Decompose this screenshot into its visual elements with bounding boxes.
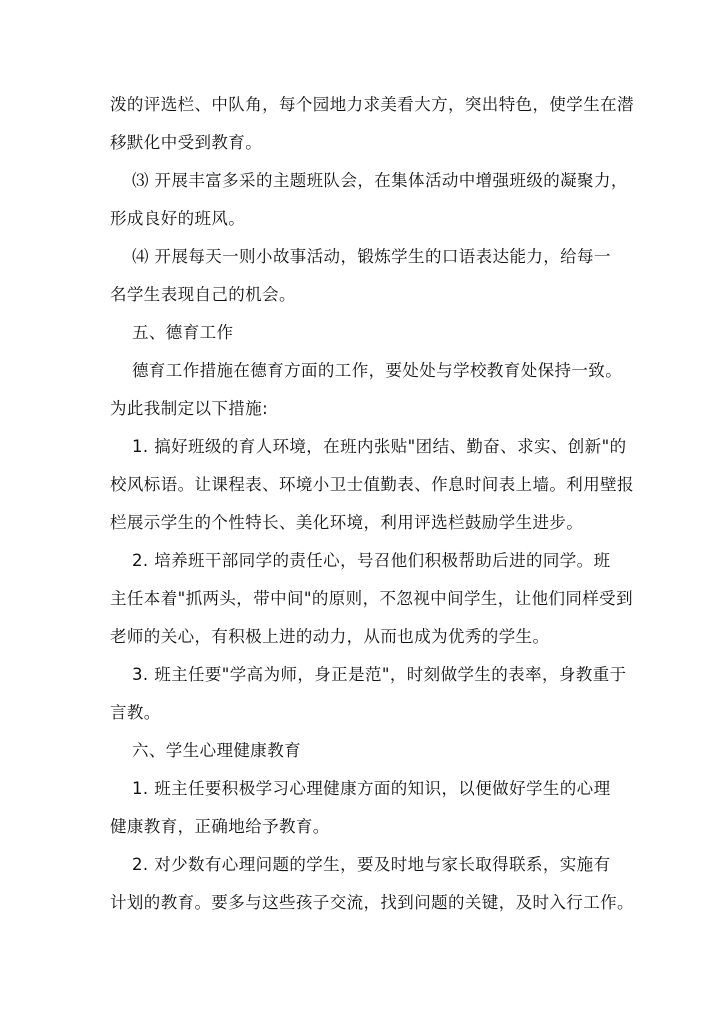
paragraph-line: 言教。 [110, 703, 161, 722]
paragraph-line: 3. 班主任要"学高为师，身正是范"，时刻做学生的表率，身教重于 [132, 665, 627, 684]
document-body [110, 86, 634, 922]
paragraph-line: 名学生表现自己的机会。 [110, 285, 296, 304]
paragraph-line: 德育工作措施在德育方面的工作，要处处与学校教育处保持一致。 [132, 361, 623, 380]
paragraph-line: 形成良好的班风。 [110, 209, 246, 228]
paragraph-line: 移默化中受到教育。 [110, 133, 263, 152]
paragraph-line: 2. 培养班干部同学的责任心，号召他们积极帮助后进的同学。班 [132, 551, 611, 570]
paragraph-line: 栏展示学生的个性特长、美化环境，利用评选栏鼓励学生进步。 [110, 513, 584, 532]
paragraph-line: 健康教育，正确地给予教育。 [110, 817, 330, 836]
section-heading: 五、德育工作 [132, 323, 234, 342]
paragraph-line: 计划的教育。要多与这些孩子交流，找到问题的关键，及时入行工作。 [110, 893, 634, 912]
paragraph-line: 1. 班主任要积极学习心理健康方面的知识，以便做好学生的心理 [132, 779, 611, 798]
paragraph-line: 1. 搞好班级的育人环境，在班内张贴"团结、勤奋、求实、创新"的 [132, 437, 627, 456]
section-heading: 六、学生心理健康教育 [132, 741, 301, 760]
paragraph-line: ⑶ 开展丰富多采的主题班队会，在集体活动中增强班级的凝聚力， [132, 171, 628, 190]
paragraph-line: 校风标语。让课程表、环境小卫士值勤表、作息时间表上墙。利用壁报 [110, 475, 634, 494]
paragraph-line: 主任本着"抓两头，带中间"的原则，不忽视中间学生，让他们同样受到 [110, 589, 633, 608]
paragraph-line: ⑷ 开展每天一则小故事活动，锻炼学生的口语表达能力，给每一 [132, 247, 611, 266]
paragraph-line: 泼的评选栏、中队角，每个园地力求美看大方，突出特色，使学生在潜 [110, 95, 634, 114]
paragraph-line: 老师的关心，有积极上进的动力，从而也成为优秀的学生。 [110, 627, 550, 646]
paragraph-line: 2. 对少数有心理问题的学生，要及时地与家长取得联系，实施有 [132, 855, 611, 874]
paragraph-line: 为此我制定以下措施: [110, 399, 269, 418]
